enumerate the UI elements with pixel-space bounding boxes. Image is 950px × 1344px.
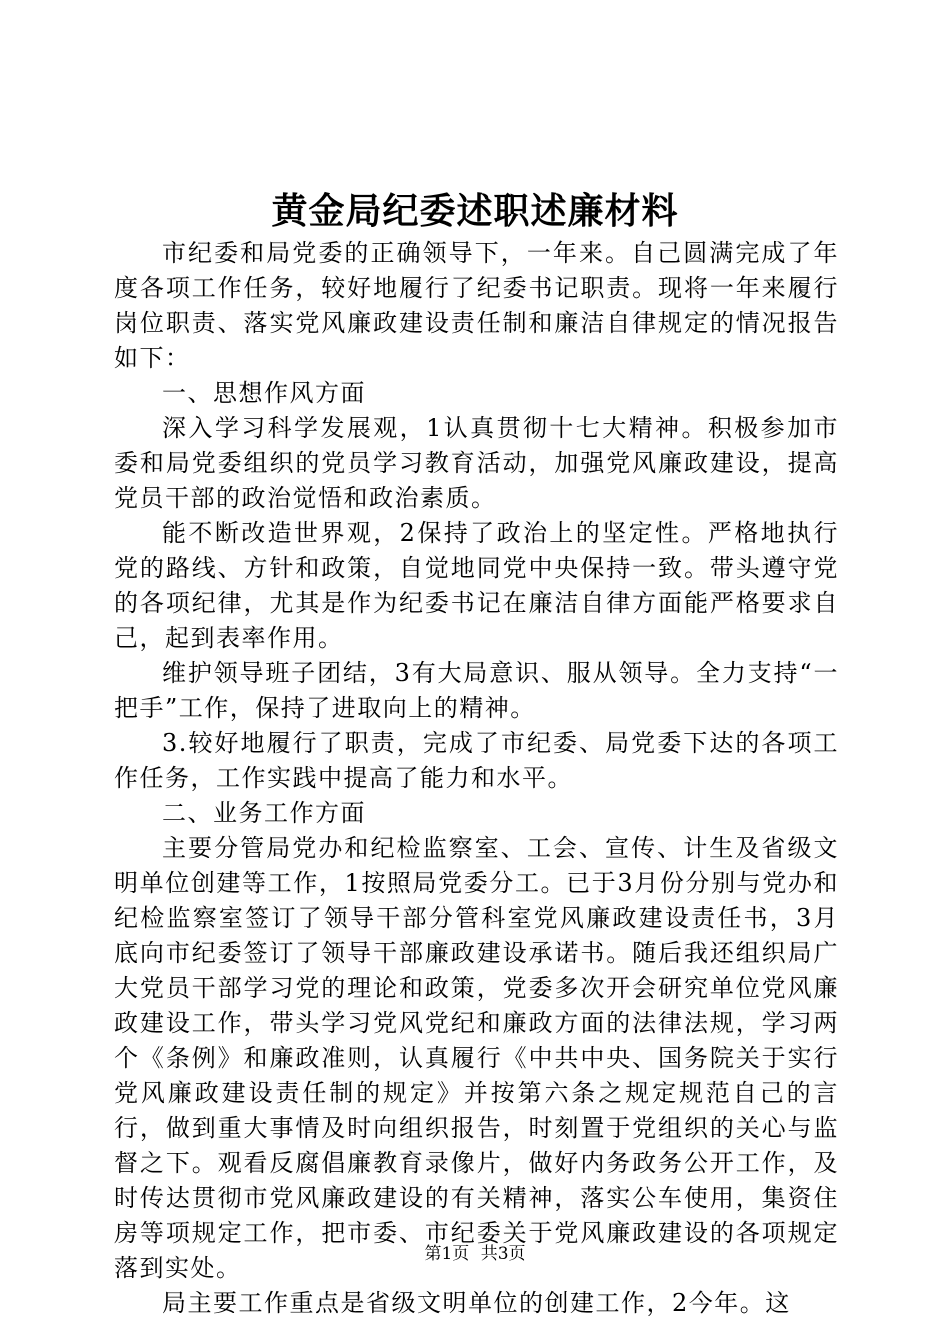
section-heading-2: 二、业务工作方面: [162, 799, 366, 827]
page-footer: [0, 1242, 950, 1266]
paragraph: 3.较好地履行了职责，完成了市纪委、局党委下达的各项工作任务，工作实践中提高了能力和水平。: [114, 729, 839, 792]
paragraph: 深入学习科学发展观，1认真贯彻十七大精神。积极参加市委和局党委组织的党员学习教育活动，加强党风廉政建设，提高党员干部的政治觉悟和政治素质。: [114, 414, 839, 512]
paragraph: 维护领导班子团结，3有大局意识、服从领导。全力支持“一把手”工作，保持了进取向上的精神。: [114, 659, 839, 722]
section-heading-1: 一、思想作风方面: [162, 379, 366, 407]
paragraph: 能不断改造世界观，2保持了政治上的坚定性。严格地执行党的路线、方针和政策，自觉地同党中央保持一致。带头遵守党的各项纪律，尤其是作为纪委书记在廉洁自律方面能严格要求自己，起到表率作用。: [114, 519, 839, 652]
page-total: 共3页: [480, 1244, 526, 1264]
paragraph: 主要分管局党办和纪检监察室、工会、宣传、计生及省级文明单位创建等工作，1按照局党委分工。已于3月份分别与党办和纪检监察室签订了领导干部分管科室党风廉政建设责任书，3月底向市纪委签订了领导干部廉政建设承诺书。随后我还组织局广大党员干部学习党的理论和政策，党委多次开会研究单位党风廉政建设工作，带头学习党风党纪和廉政方面的法律法规，学习两个《条例》和廉政准则，认真履行《中共中央、国务院关于实行党风廉政建设责任制的规定》并按第六条之规定规范自己的言行，做到重大事情及时向组织报告，时刻置于党组织的关心与监督之下。观看反腐倡廉教育录像片，做好内务政务公开工作，及时传达贯彻市党风廉政建设的有关精神，落实公车使用，集资住房等项规定工作，把市委、市纪委关于党风廉政建设的各项规定落到实处。: [114, 834, 839, 1282]
page-number: 第1页: [424, 1244, 470, 1264]
paragraph: 局主要工作重点是省级文明单位的创建工作，2今年。这: [162, 1289, 791, 1317]
document-title: 黄金局纪委述职述廉材料: [271, 190, 679, 232]
document-body: [114, 236, 839, 1321]
paragraph-intro: 市纪委和局党委的正确领导下，一年来。自己圆满完成了年度各项工作任务，较好地履行了纪委书记职责。现将一年来履行岗位职责、落实党风廉政建设责任制和廉洁自律规定的情况报告如下：: [114, 239, 839, 372]
